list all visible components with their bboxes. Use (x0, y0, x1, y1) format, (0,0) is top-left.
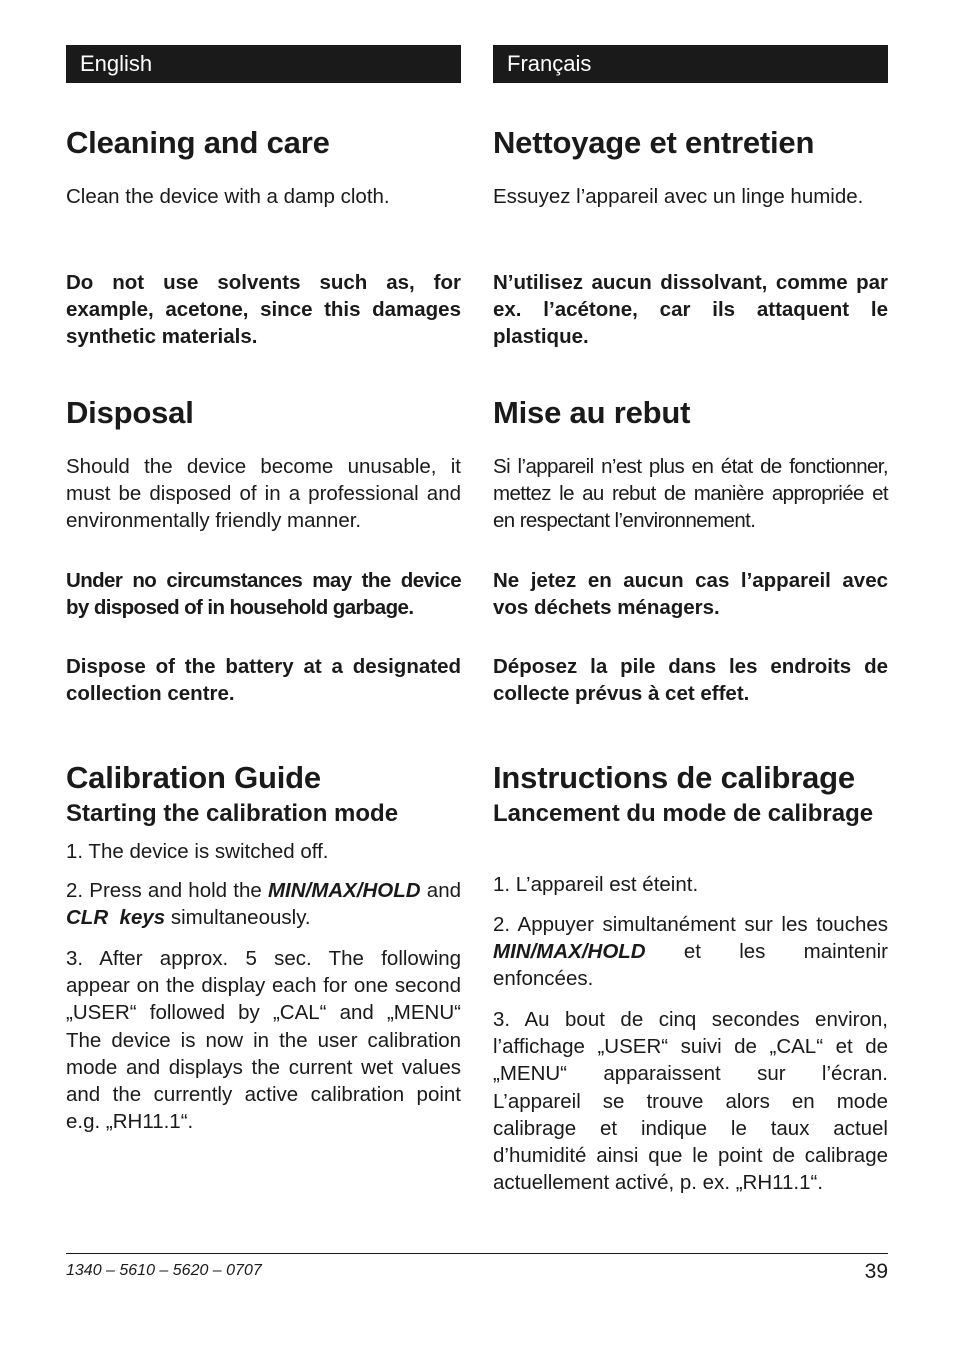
disposal-title: Disposal (66, 395, 194, 430)
calibration-subtitle-fr: Lancement du mode de calibrage (493, 800, 874, 827)
disposal-warning-battery: Dispose of the battery at a designated collection centre. (66, 655, 461, 706)
cleaning-title-fr: Nettoyage et entretien (493, 125, 815, 160)
english-column (66, 45, 462, 1134)
language-header-french: Français (493, 45, 888, 83)
cleaning-warning-fr: N’utilisez aucun dissolvant, comme par ex. l’acétone, car ils attaquent le plastique. (493, 271, 888, 349)
key-min-max-hold-fr: MIN/MAX/HOLD (493, 940, 646, 964)
language-header-english: English (66, 45, 461, 83)
cleaning-title: Cleaning and care (66, 125, 330, 160)
cleaning-text: Clean the device with a damp cloth. (66, 185, 390, 208)
calibration-step-2-fr: 2. Appuyer simultanément sur les touches MIN/MAX/HOLD et les maintenir enfoncées. (493, 913, 888, 991)
calibration-step-1: 1. The device is switched off. (66, 840, 329, 863)
disposal-text-fr: Si l’appareil n’est plus en état de fonctionner, mettez le au rebut de manière appropriée et en respectant l’environnement. (493, 455, 888, 533)
cleaning-warning: Do not use solvents such as, for example, acetone, since this damages synthetic materials. (66, 271, 461, 349)
calibration-step-2: 2. Press and hold the MIN/MAX/HOLD and CLR keys simultaneously. (66, 879, 462, 930)
key-clr: CLR (66, 906, 109, 930)
cleaning-text-fr: Essuyez l’appareil avec un linge humide. (493, 185, 864, 208)
keys-label: keys (119, 906, 166, 930)
calibration-title: Calibration Guide (66, 760, 321, 795)
calibration-step-3: 3. After approx. 5 sec. The following appear on the display each for one second „USER“ followed by „CAL“ and „MENU“ The device is now in the user calibration mode and displays the current wet values and the currently active calibration point e.g. „RH11.1“. (66, 947, 461, 1134)
disposal-warning-household: Under no circumstances may the device by disposed of in household garbage. (66, 569, 461, 620)
key-min-max-hold: MIN/MAX/HOLD (267, 879, 421, 902)
document-code: 1340 – 5610 – 5620 – 0707 (66, 1262, 262, 1279)
calibration-subtitle: Starting the calibration mode (66, 800, 399, 827)
french-column (493, 45, 888, 1195)
calibration-step-1-fr: 1. L’appareil est éteint. (493, 873, 699, 896)
disposal-warning-battery-fr: Déposez la pile dans les endroits de collecte prévus à cet effet. (493, 655, 888, 706)
calibration-step-3-fr: 3. Au bout de cinq secondes environ, l’affichage „USER“ suivi de „CAL“ et de „MENU“ apparaissent sur l’écran. L’appareil se trouve alors en mode calibrage et indique le taux actuel d’humidité ainsi que le point de calibrage actuellement activé, p. ex. „RH11.1“. (493, 1008, 888, 1195)
footer-divider (66, 1253, 888, 1254)
disposal-title-fr: Mise au rebut (493, 395, 691, 430)
calibration-title-fr: Instructions de calibrage (493, 760, 855, 795)
disposal-text: Should the device become unusable, it must be disposed of in a professional and environmentally friendly manner. (66, 455, 461, 533)
disposal-warning-household-fr: Ne jetez en aucun cas l’appareil avec vos déchets ménagers. (493, 569, 888, 620)
page-number: 39 (864, 1260, 888, 1283)
